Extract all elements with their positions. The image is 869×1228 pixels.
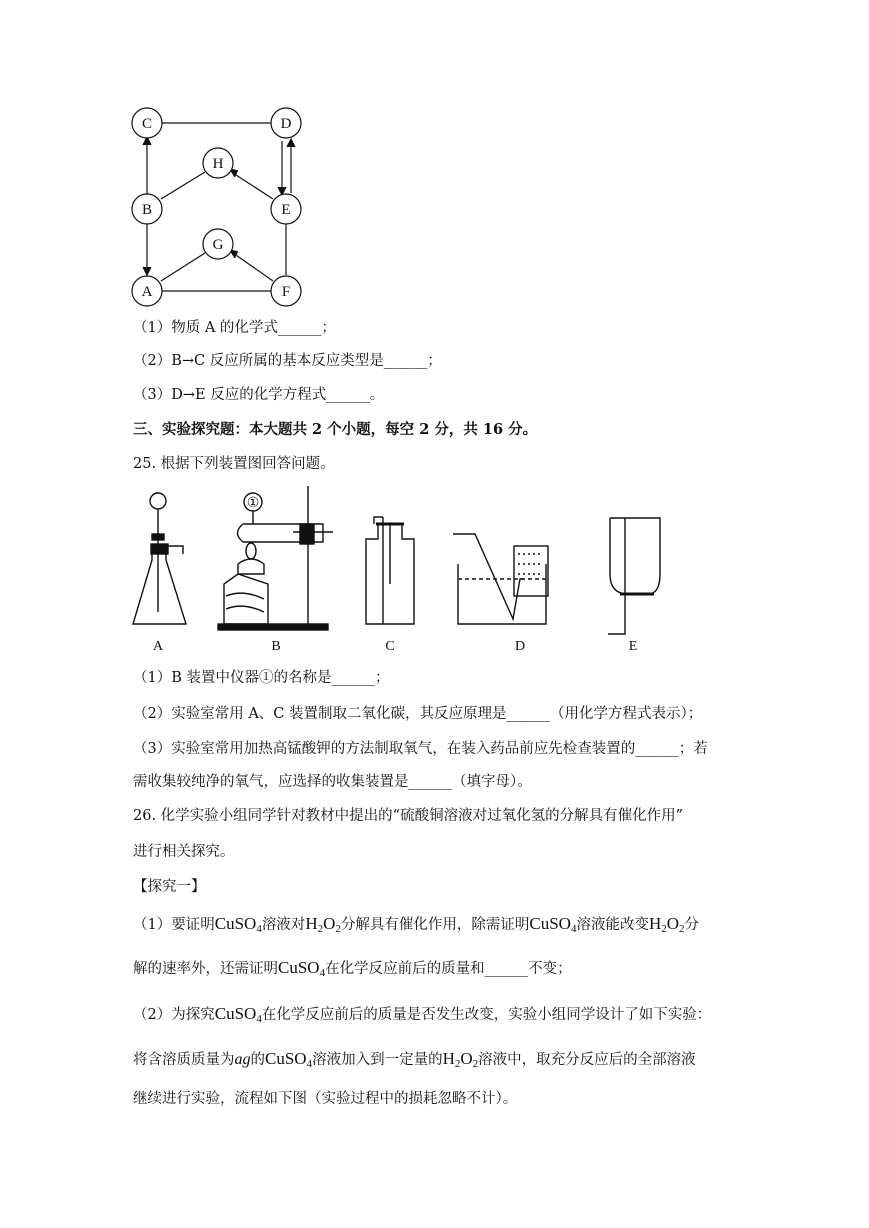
svg-text:D: D: [280, 116, 292, 132]
q25-part3-line2: 需收集较纯净的氧气，应选择的收集装置是______（填字母）。: [133, 774, 532, 790]
svg-text:E: E: [281, 202, 291, 218]
svg-text:A: A: [141, 284, 153, 300]
formula-h2o2: $H_2O_2$: [648, 914, 685, 935]
q26-section-title: 【探究一】: [133, 879, 206, 895]
svg-text:C: C: [385, 639, 395, 654]
formula-cuso4: CuSO$_4$: [265, 1049, 313, 1070]
svg-text:E: E: [628, 639, 638, 654]
formula-cuso4: CuSO$_4$: [529, 914, 577, 935]
svg-text:H: H: [212, 156, 224, 172]
svg-text:C: C: [141, 116, 153, 132]
svg-text:B: B: [271, 639, 281, 654]
svg-text:F: F: [281, 284, 291, 300]
q24-part2: （2）B→C 反应所属的基本反应类型是______；: [133, 353, 442, 369]
q25-part3-line1: （3）实验室常用加热高锰酸钾的方法制取氧气，在装入药品前应先检查装置的______；若: [133, 741, 708, 757]
q26-p2-line2: 将含溶质质量为ag的CuSO$_4$溶液加入到一定量的$H_2O_2$溶液中，取充分反应后的全部溶液: [133, 1049, 696, 1070]
q26-p1-line2: 解的速率外，还需证明CuSO$_4$在化学反应前后的质量和______不变；: [133, 958, 572, 979]
mass-variable: ag: [234, 1051, 251, 1068]
q26-p2-line1: （2）为探究CuSO$_4$在化学反应前后的质量是否发生改变，实验小组同学设计了如下实验：: [133, 1004, 712, 1025]
svg-text:G: G: [212, 237, 224, 253]
q26-p2-line3: 继续进行实验，流程如下图（实验过程中的损耗忽略不计）。: [133, 1091, 518, 1107]
relationship-diagram: [125, 105, 315, 310]
section3-heading: 三、实验探究题：本大题共 2 个小题，每空 2 分，共 16 分。: [133, 421, 538, 438]
svg-text:①: ①: [246, 496, 260, 511]
formula-cuso4: CuSO$_4$: [278, 958, 326, 979]
q25-part2: （2）实验室常用 A、C 装置制取二氧化碳，其反应原理是______（用化学方程式表示）；: [133, 706, 703, 722]
formula-cuso4: CuSO$_4$: [214, 914, 262, 935]
q24-part1: （1）物质 A 的化学式______；: [133, 320, 336, 336]
svg-text:B: B: [141, 202, 153, 218]
svg-text:A: A: [152, 639, 164, 654]
q26-intro-line2: 进行相关探究。: [133, 844, 235, 860]
q26-intro-line1: 26. 化学实验小组同学针对教材中提出的“硫酸铜溶液对过氧化氢的分解具有催化作用”: [133, 808, 683, 824]
formula-h2o2: $H_2O_2$: [442, 1049, 479, 1070]
q25-intro: 25. 根据下列装置图回答问题。: [133, 456, 335, 472]
formula-cuso4: CuSO$_4$: [214, 1004, 262, 1025]
formula-h2o2: $H_2O_2$: [305, 914, 341, 935]
q25-part1: （1）B 装置中仪器①的名称是______；: [133, 670, 390, 686]
q26-p1-line1: （1）要证明CuSO$_4$溶液对$H_2O_2$分解具有催化作用，除需证明CuSO$_4$溶液能改变$H_2O_2$分: [133, 914, 700, 935]
apparatus-figure: [128, 484, 668, 656]
svg-text:D: D: [514, 639, 526, 654]
q24-part3: （3）D→E 反应的化学方程式______。: [133, 387, 385, 403]
